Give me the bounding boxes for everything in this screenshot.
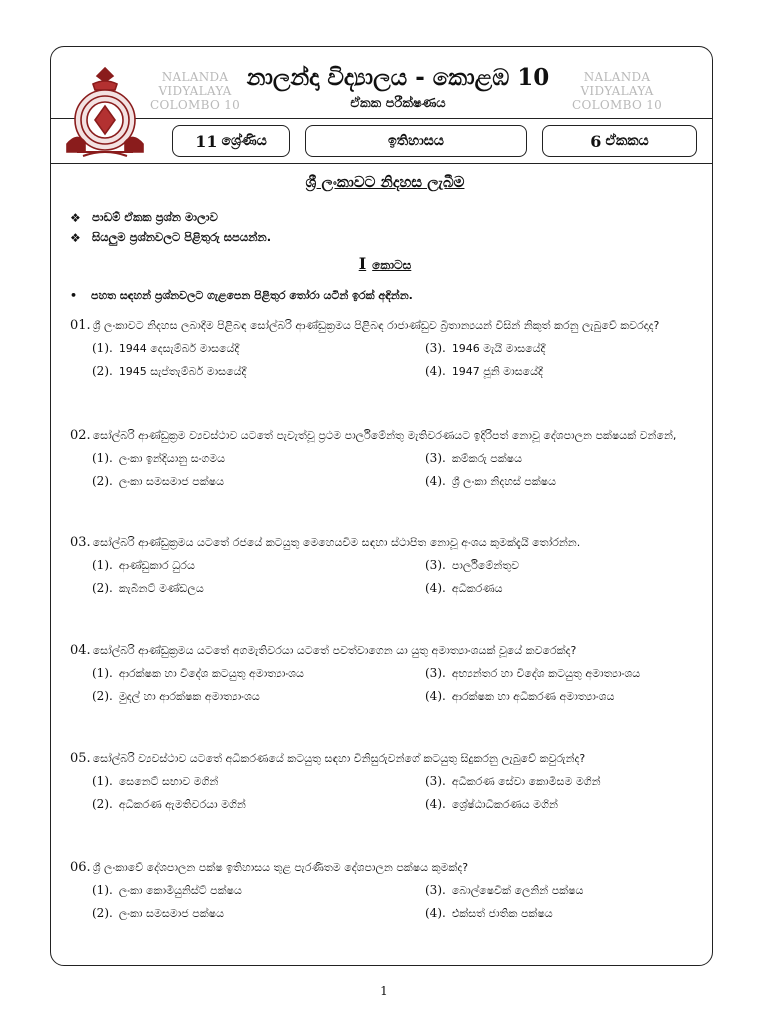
question-text: 04. සෝල්බරි ආණ්ඩුක්‍රමය යටතේ අගමැතිවරයා යටතේ පවත්වාගෙන යා යුතු අමාත්‍යාංශයක් වූයේ කවරෙක්ද? [70,643,577,658]
lesson-title: ශ්‍රී ලංකාවට නිදහස ලැබීම [305,173,465,191]
question-number: 06. [70,860,91,875]
answer-option[interactable]: (4). ශ්‍රේෂ්ඨාධිකරණය මගින් [425,797,558,811]
answer-option[interactable]: (4). ශ්‍රී ලංකා නිදහස් පක්ෂය [425,474,557,488]
watermark-right: NALANDA VIDYALAYA COLOMBO 10 [572,70,663,112]
answer-option[interactable]: (2). ලංකා සමසමාජ පක්ෂය [92,906,224,920]
unit-label: ඒකකය [605,133,649,149]
answer-option[interactable]: (3). අභ්‍යන්තර හා විදේශ කටයුතු අමාත්‍යාංශය [425,666,641,680]
part-heading: I කොටස [358,254,412,273]
instruction-item: ❖ පාඩම් ඒකක ප්‍රශ්න මාලාව [70,210,218,225]
header-divider-bottom [50,163,713,164]
grade-box [172,125,290,157]
answer-option[interactable]: (3). අධිකරණ සේවා කොමිසම මගින් [425,774,601,788]
question-3 [70,532,698,600]
question-text: 06. ශ්‍රී ලංකාවේ දේශපාලන පක්ෂ ඉතිහාසය තුළ පැරණිතම දේශපාලන පක්ෂය කුමක්ද? [70,860,469,875]
school-crest-icon [55,62,155,160]
question-2 [70,425,698,493]
answer-option[interactable]: (1). 1944 දෙසැම්බර් මාසයේදී [92,341,240,355]
bullet-icon: • [70,289,78,302]
unit-box [542,125,697,157]
answer-option[interactable]: (4). ආරක්ෂක හා අධිකරණ අමාත්‍යාංශය [425,689,615,703]
answer-option[interactable]: (4). අධිකරණය [425,581,503,595]
answer-option[interactable]: (2). මුදල් හා ආරක්ෂක අමාත්‍යාංශය [92,689,260,703]
answer-option[interactable]: (4). 1947 ජූනි මාසයේදී [425,364,543,378]
answer-option[interactable]: (1). ලංකා ඉන්දියානු සංගමය [92,451,226,465]
answer-option[interactable]: (1). සෙනෙට් සභාව මගින් [92,774,219,788]
question-1 [70,315,698,383]
question-number: 03. [70,535,91,550]
instruction-item: ❖ සියලුම ප්‍රශ්නවලට පිළිතුරු සපයන්න. [70,230,272,245]
answer-option[interactable]: (3). 1946 මැයි මාසයේදී [425,341,546,355]
grade-number: 11 [195,131,218,151]
answer-instruction: • පහත සඳහන් ප්‍රශ්නවලට ගැළපෙන පිළිතුර තෝරා යටින් ඉරක් අඳින්න. [70,289,413,302]
exam-type: ඒකක පරීක්ෂණය [350,96,446,111]
options-grid [92,337,698,383]
subject-box [305,125,527,157]
question-5 [70,748,698,816]
answer-option[interactable]: (3). බොල්ෂෙවික් ලෙනින් පක්ෂය [425,883,584,897]
subject-label: ඉතිහාසය [388,133,444,149]
answer-option[interactable]: (2). කැබිනට් මණ්ඩලය [92,581,204,595]
answer-option[interactable]: (1). ලංකා කොමියුනිස්ට් පක්ෂය [92,883,242,897]
answer-option[interactable]: (3). කම්කරු පක්ෂය [425,451,523,465]
answer-option[interactable]: (2). 1945 සැප්තැම්බර් මාසයේදී [92,364,247,378]
answer-option[interactable]: (2). ලංකා සමසමාජ පක්ෂය [92,474,224,488]
watermark-left: NALANDA VIDYALAYA COLOMBO 10 [150,70,241,112]
question-text: 02. සෝල්බරි ආණ්ඩුක්‍රම ව්‍යවස්ථාව යටතේ පැවැත්වූ ප්‍රථම පාර්ලිමේන්තු මැතිවරණයට ඉදිරිපත් නොවූ දේශපාලන පක්ෂයක් වන්නේ, [70,428,677,443]
question-number: 01. [70,318,91,333]
options-grid [92,770,698,816]
school-name: නාලන්දා විද්‍යාලය - කොළඹ 10 [246,64,550,91]
diamond-bullet-icon: ❖ [70,210,81,225]
question-number: 05. [70,751,91,766]
answer-option[interactable]: (3). පාර්ලිමේන්තුව [425,558,520,572]
question-text: 03. සෝල්බරි ආණ්ඩුක්‍රමය යටතේ රජයේ කටයුතු මෙහෙයවීම සඳහා ස්ථාපිත නොවූ අංශය කුමක්දැයි තෝරන්න. [70,535,581,550]
question-text: 05. සෝල්බරි ව්‍යවස්ථාව යටතේ අධිකරණයේ කටයුතු සඳහා විනිසුරුවන්ගේ කටයුතු සිදුකරනු ලැබුවේ කවුරුන්ද? [70,751,586,766]
options-grid [92,447,698,493]
answer-option[interactable]: (1). ආරක්ෂක හා විදේශ කටයුතු අමාත්‍යාංශය [92,666,304,680]
answer-option[interactable]: (1). ආණ්ඩුකාර ධුරය [92,558,195,572]
diamond-bullet-icon: ❖ [70,230,81,245]
answer-option[interactable]: (2). අධිකරණ ඇමතිවරයා මගින් [92,797,246,811]
answer-option[interactable]: (4). එක්සත් ජාතික පක්ෂය [425,906,553,920]
question-6 [70,857,698,925]
unit-number: 6 [590,131,602,151]
page-number: 1 [380,984,388,998]
question-number: 04. [70,643,91,658]
grade-label: ශ්‍රේණිය [221,133,267,149]
options-grid [92,554,698,600]
options-grid [92,879,698,925]
options-grid [92,662,698,708]
question-number: 02. [70,428,91,443]
question-4 [70,640,698,708]
question-text: 01. ශ්‍රී ලංකාවට නිදහස ලබාදීම පිළිබඳ සෝල්බරි ආණ්ඩුක්‍රමය පිළිබඳ රාජාණ්ඩුව බ්‍රිතාන්‍යයන් විසින් නිකුත් කරනු ලැබුවේ කවරදාද? [70,318,660,333]
